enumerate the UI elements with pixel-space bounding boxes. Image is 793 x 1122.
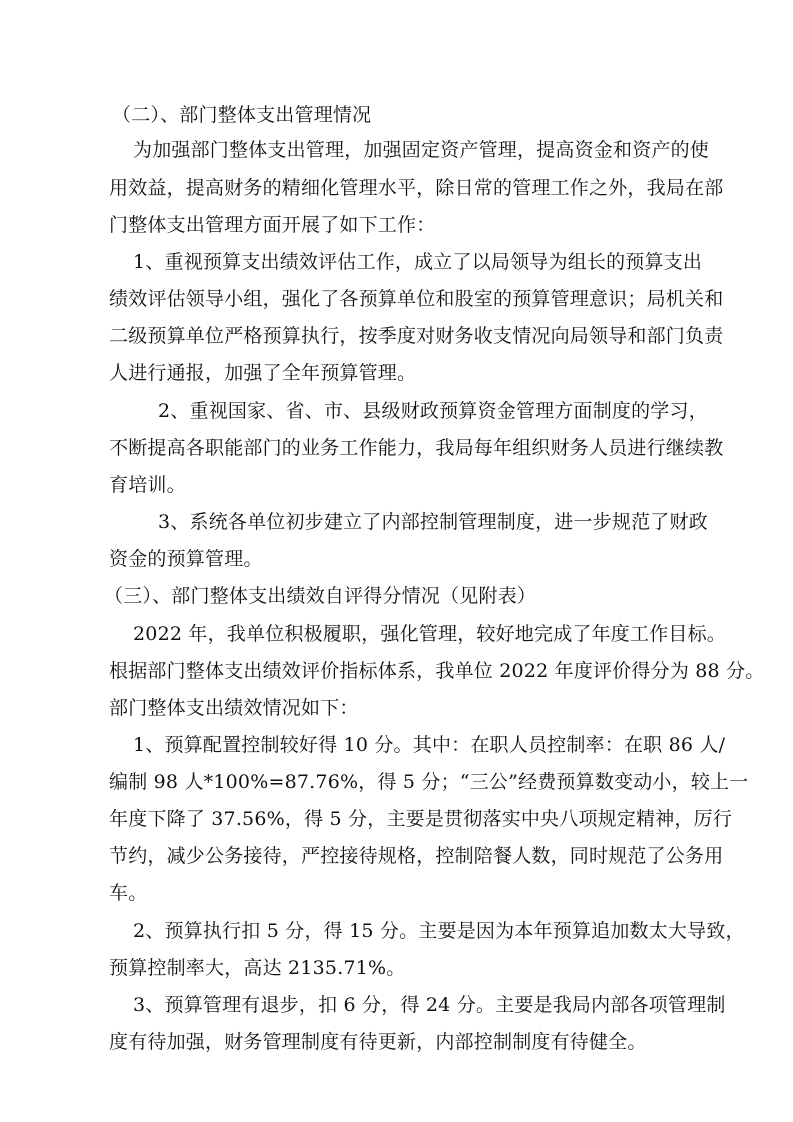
section-3-item-1-line-5: 车。 xyxy=(109,882,148,904)
section-2-intro-line-2: 用效益，提高财务的精细化管理水平，除日常的管理工作之外，我局在部 xyxy=(109,177,724,199)
section-3-intro-line-1: 2022 年，我单位积极履职，强化管理，较好地完成了年度工作目标。 xyxy=(133,623,726,645)
section-3-intro-line-3: 部门整体支出绩效情况如下： xyxy=(109,697,359,719)
section-2-item-3-line-2: 资金的预算管理。 xyxy=(109,548,263,570)
section-2-item-3-line-1: 3、系统各单位初步建立了内部控制管理制度，进一步规范了财政 xyxy=(158,511,708,533)
section-3-item-3-line-1: 3、预算管理有退步，扣 6 分，得 24 分。主要是我局内部各项管理制 xyxy=(133,994,726,1016)
section-3-item-1-line-3: 年度下降了 37.56%，得 5 分，主要是贯彻落实中央八项规定精神，厉行 xyxy=(109,808,733,830)
section-2-intro-line-3: 门整体支出管理方面开展了如下工作： xyxy=(109,214,436,236)
section-3-item-1-line-4: 节约，减少公务接待，严控接待规格，控制陪餐人数，同时规范了公务用 xyxy=(109,845,724,867)
section-3-item-3-line-2: 度有待加强，财务管理制度有待更新，内部控制制度有待健全。 xyxy=(109,1031,647,1053)
section-2-item-1-line-3: 二级预算单位严格预算执行，按季度对财务收支情况向局领导和部门负责 xyxy=(109,325,724,347)
section-3-item-1-line-1: 1、预算配置控制较好得 10 分。其中：在职人员控制率：在职 86 人/ xyxy=(133,734,726,756)
section-2-item-2-line-2: 不断提高各职能部门的业务工作能力，我局每年组织财务人员进行继续教 xyxy=(109,437,724,459)
section-2-heading: （二）、部门整体支出管理情况 xyxy=(112,104,372,126)
section-3-intro-line-2: 根据部门整体支出绩效评价指标体系，我单位 2022 年度评价得分为 88 分。 xyxy=(109,660,765,682)
section-2-item-2-line-1: 2、重视国家、省、市、县级财政预算资金管理方面制度的学习， xyxy=(158,400,708,422)
section-3-heading: （三）、部门整体支出绩效自评得分情况（见附表） xyxy=(104,585,537,607)
section-3-item-2-line-2: 预算控制率大，高达 2135.71%。 xyxy=(109,957,406,979)
section-2-item-1-line-1: 1、重视预算支出绩效评估工作，成立了以局领导为组长的预算支出 xyxy=(133,251,703,273)
section-2-intro-line-1: 为加强部门整体支出管理，加强固定资产管理，提高资金和资产的使 xyxy=(133,139,710,161)
section-3-item-2-line-1: 2、预算执行扣 5 分，得 15 分。主要是因为本年预算追加数太大导致， xyxy=(133,920,745,942)
section-3-item-1-line-2: 编制 98 人*100%=87.76%，得 5 分；“三公”经费预算数变动小，较上一 xyxy=(109,771,749,793)
section-2-item-2-line-3: 育培训。 xyxy=(109,474,186,496)
section-2-item-1-line-2: 绩效评估领导小组，强化了各预算单位和股室的预算管理意识；局机关和 xyxy=(109,288,724,310)
section-2-item-1-line-4: 人进行通报，加强了全年预算管理。 xyxy=(109,362,417,384)
